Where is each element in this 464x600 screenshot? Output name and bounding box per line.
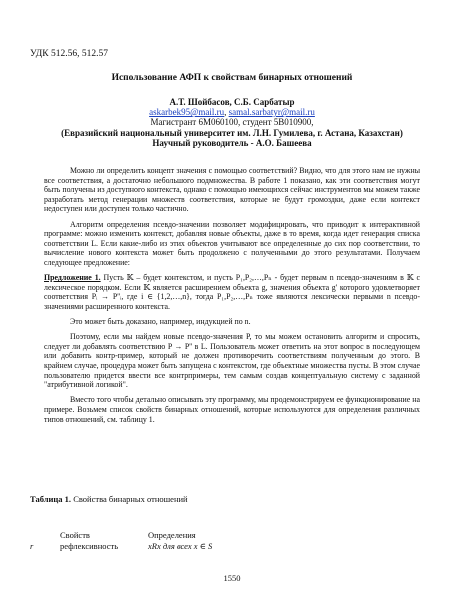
paragraph-3: Это может быть доказано, например, индукцией по n. — [70, 317, 251, 327]
paragraph-2: Алгоритм определения псевдо-значении позволяет модифицировать, что приводит к интерактивной программе: можно изменить контекст, добавляя новые объекты, даже в то время, когда идет генерация списка соответствии L. Если какие-либо из этих объектов учитывают все определенные до сих пор соответствии, то вычисление нового контекста может быть продолжено с полученными до этого результатами. Получаем следующее предложение: — [44, 219, 420, 267]
paragraph-1: Можно ли определить концепт значения с помощью соответствий? Видно, что для этого нам не нужны все соответствия, а достаточно небольшого подмножества. В работе 1 показано, как эти соответствия могут быть получены из доступного контекста, однако с помощью имеющихся сейчас инструментов мы можем также разработать метод генерации множеств соответствия, которые не будут громоздки, даже если контекст недоступен или доступен только частично. — [44, 166, 420, 214]
author-degree: Магистрант 6М060100, студент 5В010900, — [150, 117, 314, 128]
properties-table — [30, 530, 430, 552]
table-cell-property: рефлексивность — [60, 541, 119, 551]
table-caption — [30, 494, 188, 504]
paragraph-5: Вместо того чтобы детально описывать эту программу, мы продемонстрируем ее функционирование на примере. Возьмем список свойств бинарных отношений, которые используются для определения различных типов отношений, см. таблицу 1. — [44, 395, 420, 424]
proposition-text: Пусть 𝕂 – будет контекстом, и пусть P₁,P₂,…,Pₙ - будет первым n псевдо-значениям в 𝕂 с лексическое порядком. Если 𝕂 является расширением объекта g, значения объекта g' которого удовлетворяет соответствия Pᵢ → P''ᵢ, где i ∈ {1,2,…,n}, тогда P₁,P₂,…,Pₙ тоже являются лексически первыми n псевдо-значениями расширенного контекста. — [44, 273, 420, 311]
paper-body — [44, 166, 420, 430]
author-names: А.Т. Шойбасов, С.Б. Сарбатыр — [169, 97, 295, 107]
paper-title: Использование АФП к свойствам бинарных отношений — [111, 73, 353, 83]
paragraph-4: Поэтому, если мы найдем новые псевдо-значения P, то мы можем остановить алгоритм и спросить, следует ли добавлять соответствию P → P'' в L. Пользователь может ответить на этот вопрос в последующем или добавить контр-пример, который не должен противоречить соответствиям полученным до этого. В крайнем случае, процедура может быть запущена с контекстом, где объектные множества пусты. В этом случае пользователю придется ввести все контрпримеры, тем самым создав концептуальную систему с заданной "атрибутивной логикой". — [44, 332, 420, 390]
author-block — [30, 97, 434, 148]
email-link-1[interactable]: askarbek95@mail.ru — [149, 107, 225, 118]
table-header-definition: Определения — [148, 530, 196, 540]
author-emails — [30, 107, 434, 117]
udk-code: УДК 512.56, 512.57 — [30, 49, 108, 59]
email-link-2[interactable]: samal.sarbatyr@mail.ru — [228, 107, 315, 118]
proposition-label: Предложение 1. — [44, 273, 101, 283]
email-separator: , — [224, 107, 229, 118]
table-cell-symbol: r — [30, 541, 34, 551]
scientific-advisor: Научный руководитель - А.О. Башеева — [152, 137, 312, 148]
table-caption-text: Свойства бинарных отношений — [71, 494, 188, 504]
table-row — [30, 541, 430, 552]
author-affiliation: (Евразийский национальный университет им. Л.Н. Гумилева, г. Астана, Казахстан) — [61, 127, 403, 138]
table-header-property: Свойств — [60, 530, 90, 540]
table-cell-definition: xRx для всех x ∈ S — [148, 541, 213, 551]
page-number: 1550 — [223, 573, 241, 583]
table-caption-label: Таблица 1. — [30, 494, 72, 504]
table-header-row — [30, 530, 430, 541]
proposition-1 — [44, 273, 420, 311]
